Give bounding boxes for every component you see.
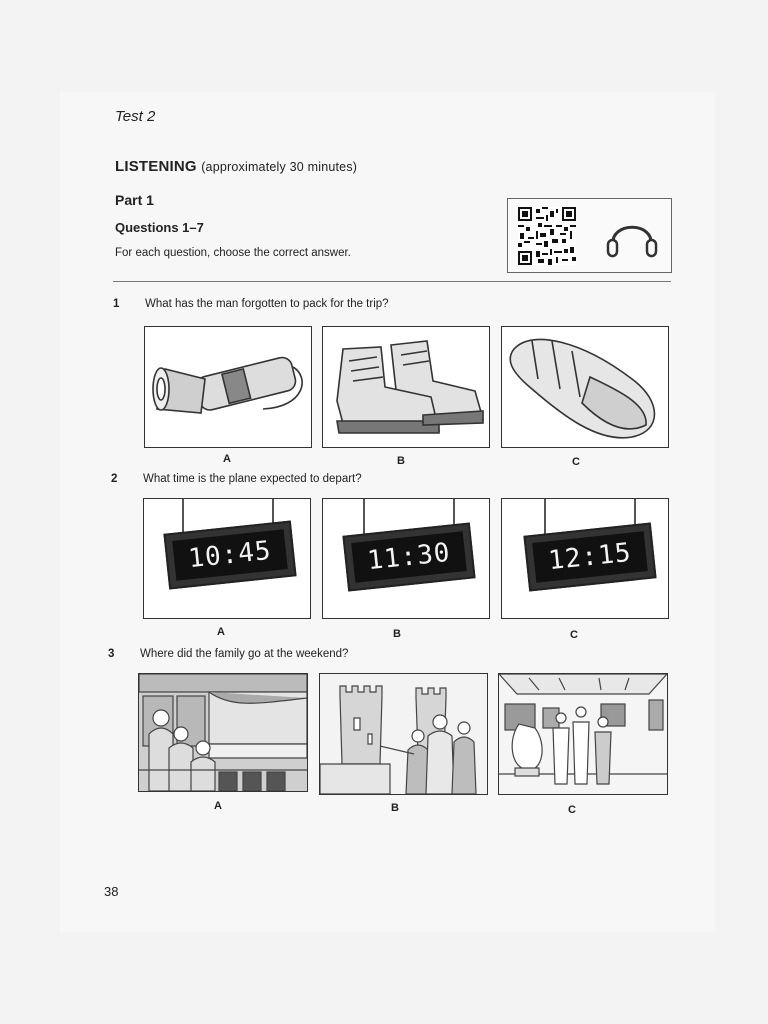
section-title-duration: (approximately 30 minutes) — [201, 160, 358, 174]
option-3a-image[interactable] — [138, 673, 308, 792]
question-2-number: 2 — [111, 473, 118, 485]
question-3-number: 3 — [108, 648, 115, 660]
option-1c-label: C — [572, 456, 580, 468]
option-2b-image[interactable] — [322, 498, 490, 619]
option-1b-label: B — [397, 455, 405, 467]
section-title-main: LISTENING — [115, 158, 197, 175]
option-1a-label: A — [223, 453, 231, 465]
qr-code-icon[interactable] — [518, 207, 576, 265]
question-1-number: 1 — [113, 298, 120, 310]
art-gallery-image — [499, 674, 667, 794]
header-divider — [113, 281, 671, 282]
torch-image — [145, 327, 311, 447]
display-time: 11:30 — [351, 531, 467, 582]
question-range: Questions 1–7 — [115, 220, 204, 235]
departure-display — [523, 522, 656, 591]
departure-display — [163, 520, 296, 589]
question-2-text: What time is the plane expected to depart? — [143, 473, 362, 485]
walking-boots-image — [323, 327, 489, 447]
option-2b-label: B — [393, 628, 401, 640]
test-label: Test 2 — [115, 108, 156, 125]
display-time: 10:45 — [172, 529, 288, 580]
option-2c-label: C — [570, 629, 578, 641]
option-2c-image[interactable] — [501, 498, 669, 619]
option-3b-image[interactable] — [319, 673, 488, 795]
option-1c-image[interactable] — [501, 326, 669, 448]
option-3c-label: C — [568, 804, 576, 816]
option-1b-image[interactable] — [322, 326, 490, 448]
option-2a-image[interactable] — [143, 498, 311, 619]
option-2a-label: A — [217, 626, 225, 638]
option-3a-label: A — [214, 800, 222, 812]
option-1a-image[interactable] — [144, 326, 312, 448]
instruction-text: For each question, choose the correct answer. — [115, 247, 351, 259]
departure-display — [342, 522, 475, 591]
audio-box — [507, 198, 672, 273]
castle-image — [320, 674, 487, 794]
sleeping-bag-image — [502, 327, 668, 447]
question-1-text: What has the man forgotten to pack for the trip? — [145, 298, 389, 310]
option-3b-label: B — [391, 802, 399, 814]
theatre-image — [139, 674, 307, 791]
headphones-icon — [604, 212, 660, 260]
section-title — [115, 158, 357, 175]
display-time: 12:15 — [532, 531, 648, 582]
question-3-text: Where did the family go at the weekend? — [140, 648, 349, 660]
page-number: 38 — [104, 884, 119, 899]
part-title: Part 1 — [115, 192, 154, 208]
option-3c-image[interactable] — [498, 673, 668, 795]
